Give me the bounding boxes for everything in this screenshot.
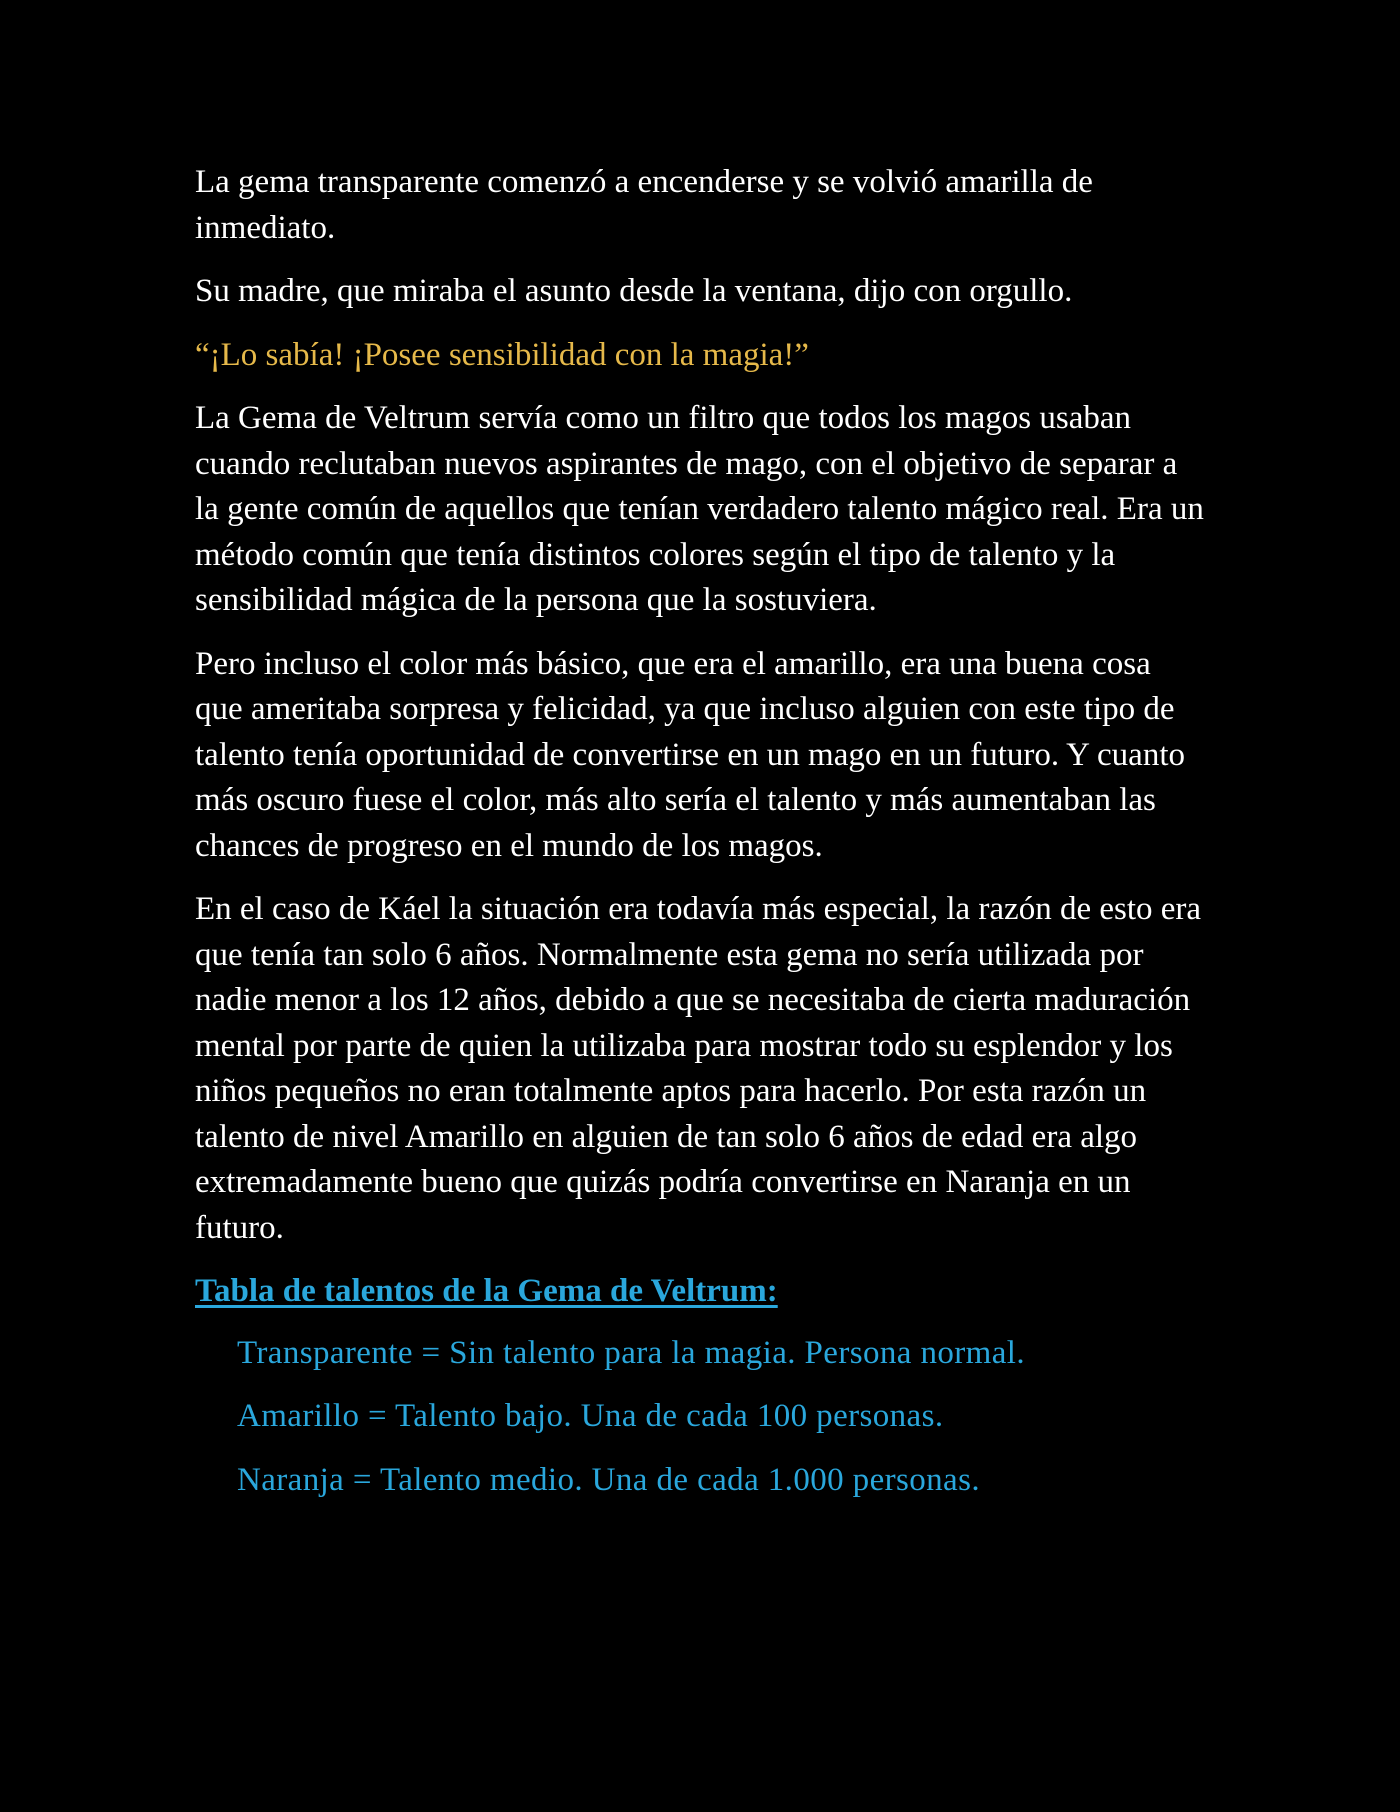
page-content [195,160,1205,1521]
paragraph-yellow-color: Pero incluso el color más básico, que era el amarillo, era una buena cosa que ameritaba sorpresa y felicidad, ya que incluso alguien con este tipo de talento tenía oportunidad de convertirse en un mago en un futuro. Y cuanto más oscuro fuese el color, más alto sería el talento y más aumentaban las chances de progreso en el mundo de los magos. [195,645,1185,864]
paragraph-kael-case: En el caso de Káel la situación era todavía más especial, la razón de esto era que tenía tan solo 6 años. Normalmente esta gema no sería utilizada por nadie menor a los 12 años, debido a que se necesitaba de cierta maduración mental por parte de quien la utilizaba para mostrar todo su esplendor y los niños pequeños no eran totalmente aptos para hacerlo. Por esta razón un talento de nivel Amarillo en alguien de tan solo 6 años de edad era algo extremadamente bueno que quizás podría convertirse en Naranja en un futuro. [195,891,1202,1246]
paragraph-gem-glows: La gema transparente comenzó a encenderse y se volvió amarilla de inmediato. [195,164,1093,246]
talent-table-heading: Tabla de talentos de la Gema de Veltrum: [195,1273,778,1309]
dialogue-line: “¡Lo sabía! ¡Posee sensibilidad con la magia!” [195,336,809,373]
talent-row-naranja: Naranja = Talento medio. Una de cada 1.000 personas. [237,1461,980,1498]
talent-row-transparente: Transparente = Sin talento para la magia. Persona normal. [237,1334,1025,1371]
paragraph-gem-explanation: La Gema de Veltrum servía como un filtro que todos los magos usaban cuando reclutaban nuevos aspirantes de mago, con el objetivo de separar a la gente común de aquellos que tenían verdadero talento mágico real. Era un método común que tenía distintos colores según el tipo de talento y la sensibilidad mágica de la persona que la sostuviera. [195,400,1204,618]
talent-row-amarillo: Amarillo = Talento bajo. Una de cada 100 personas. [237,1398,944,1434]
paragraph-mother-speaks: Su madre, que miraba el asunto desde la ventana, dijo con orgullo. [195,273,1073,309]
